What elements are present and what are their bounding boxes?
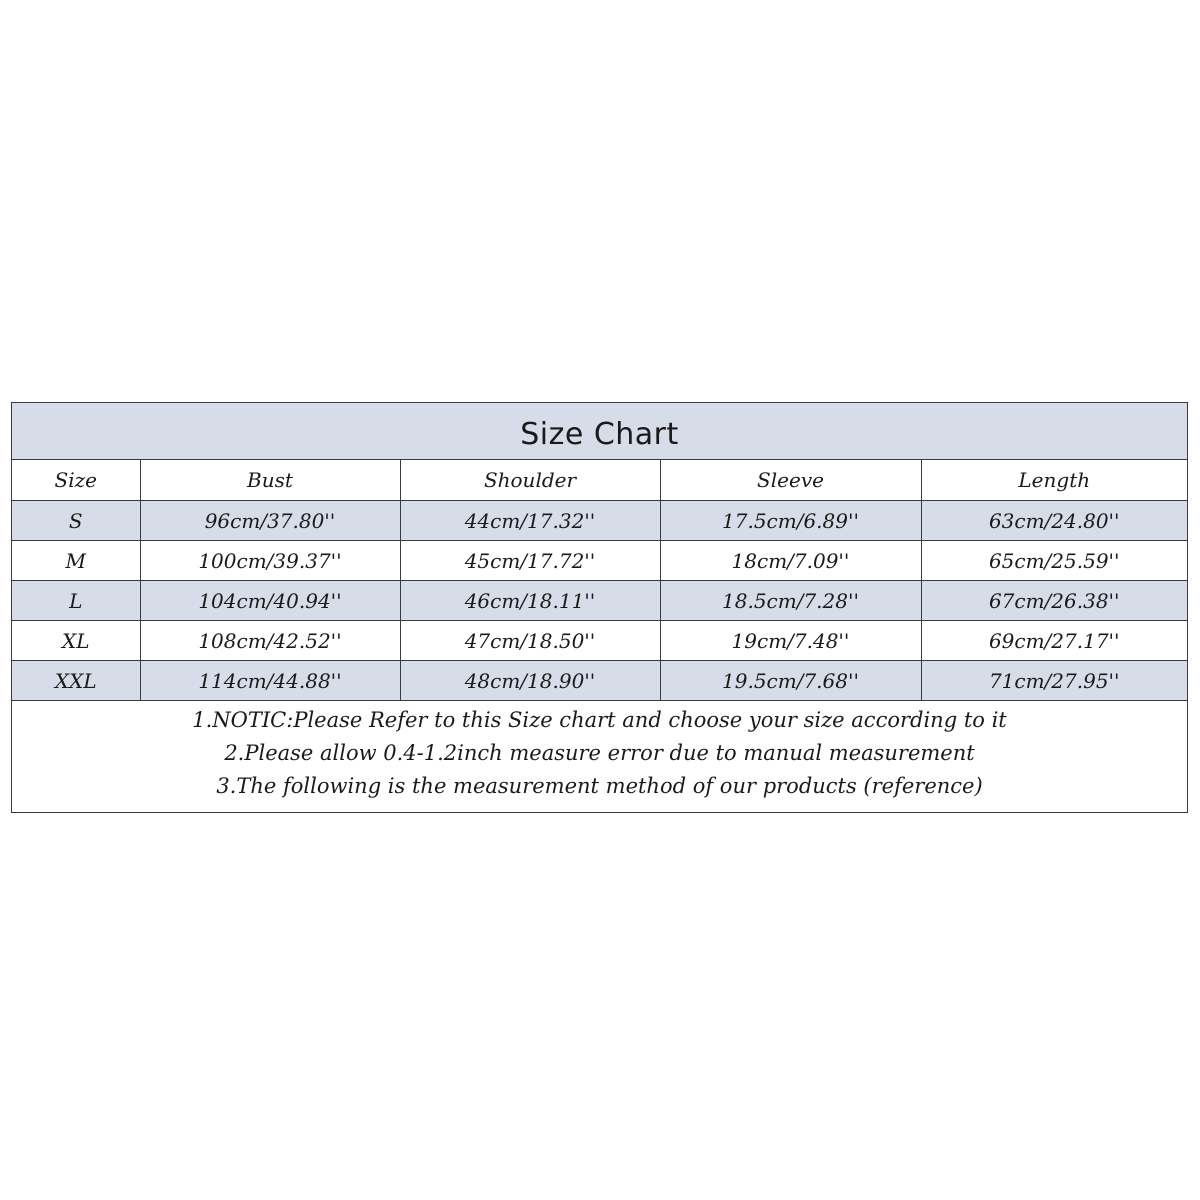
column-header-shoulder: Shoulder <box>400 460 660 501</box>
size-cell: XXL <box>12 661 140 701</box>
size-cell: L <box>12 581 140 621</box>
column-header-length: Length <box>921 460 1187 501</box>
table-row <box>12 541 1187 581</box>
size-chart-title-bar <box>12 403 1187 460</box>
bust-cell: 104cm/40.94'' <box>140 581 400 621</box>
size-cell: S <box>12 501 140 541</box>
size-chart <box>11 402 1188 813</box>
bust-cell: 100cm/39.37'' <box>140 541 400 581</box>
table-row <box>12 581 1187 621</box>
table-row <box>12 621 1187 661</box>
sleeve-cell: 18cm/7.09'' <box>660 541 921 581</box>
note-line: 2.Please allow 0.4-1.2inch measure error due to manual measurement <box>224 741 975 765</box>
size-cell: XL <box>12 621 140 661</box>
length-cell: 65cm/25.59'' <box>921 541 1187 581</box>
length-cell: 63cm/24.80'' <box>921 501 1187 541</box>
shoulder-cell: 47cm/18.50'' <box>400 621 660 661</box>
length-cell: 69cm/27.17'' <box>921 621 1187 661</box>
column-header-bust: Bust <box>140 460 400 501</box>
note-line: 1.NOTIC:Please Refer to this Size chart and choose your size according to it <box>192 708 1007 732</box>
size-chart-title: Size Chart <box>520 416 679 452</box>
size-cell: M <box>12 541 140 581</box>
table-row <box>12 501 1187 541</box>
table-row <box>12 661 1187 701</box>
column-header-sleeve: Sleeve <box>660 460 921 501</box>
shoulder-cell: 45cm/17.72'' <box>400 541 660 581</box>
shoulder-cell: 44cm/17.32'' <box>400 501 660 541</box>
shoulder-cell: 48cm/18.90'' <box>400 661 660 701</box>
length-cell: 71cm/27.95'' <box>921 661 1187 701</box>
sleeve-cell: 19cm/7.48'' <box>660 621 921 661</box>
sleeve-cell: 19.5cm/7.68'' <box>660 661 921 701</box>
size-chart-notes <box>12 702 1187 812</box>
column-header-size: Size <box>12 460 140 501</box>
size-table <box>12 460 1187 701</box>
bust-cell: 114cm/44.88'' <box>140 661 400 701</box>
note-line: 3.The following is the measurement method of our products (reference) <box>216 774 983 798</box>
table-header-row <box>12 460 1187 501</box>
length-cell: 67cm/26.38'' <box>921 581 1187 621</box>
shoulder-cell: 46cm/18.11'' <box>400 581 660 621</box>
sleeve-cell: 17.5cm/6.89'' <box>660 501 921 541</box>
sleeve-cell: 18.5cm/7.28'' <box>660 581 921 621</box>
bust-cell: 108cm/42.52'' <box>140 621 400 661</box>
bust-cell: 96cm/37.80'' <box>140 501 400 541</box>
